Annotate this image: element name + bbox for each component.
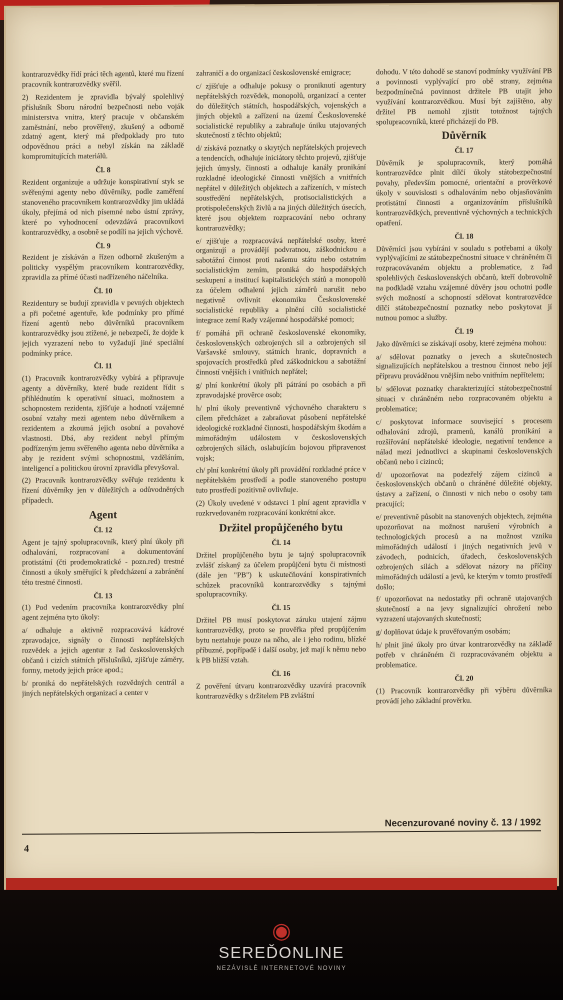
paragraph: Jako důvěrníci se získávají osoby, které zejména mohou: [376,337,547,348]
paragraph: e/ preventivně působit na stanovených objektech, zejména upozorňovat na možnost narušení výrobních a technologických procesů a na možnost vzniku mimořádných událostí i jiných negativních jevů v závodech, podnicích, úřadech, československých ozbrojených silách a sdělovat názory na příčiny mimořádných událostí a jevů, ke kterým v tomto prostředí došlo; [376,511,552,591]
article-number: Čl. 14 [271,537,291,547]
paragraph: (2) Úkoly uvedené v odstavci 1 plní agent zpravidla v rozkrvedovaném rozpracování konkrétní akce. [196,497,366,518]
paragraph: f/ upozorňovat na nedostatky při ochraně utajovaných skutečností a na jevy signalizující ohrožení nebo vyzrazení utajovaných skutečností; [376,593,552,624]
paragraph: h/ plnit jiné úkoly pro útvar kontrarozvědky na základě potřeb v chráněném či rozpracovávaném objektu a problematice. [376,639,552,670]
paragraph: Z pověření útvaru kontrarozvědky uzavírá pracovník kontrarozvědky s držitelem PB zvláštní [196,680,366,701]
article-number: Čl. 12 [93,525,113,535]
article-number: Čl. 10 [93,286,113,296]
paragraph: Důvěrník je spolupracovník, který pomáhá kontrarozvědce plnit dílčí úkoly státobezpečnostní povahy, především pomocné, orientační a prověrkové úkoly v souvislosti s odhalováním nebo objasňováním protistátní činnosti a organizováním příslušníků kontrarozvědkých, preventivně výchovných a technických opatření. [376,157,552,228]
paragraph: Agent je tajný spolupracovník, který plní úkoly při odhalování, rozpracovaní a dokumentování protistátní (čti prodemokratické - pozn.red) trestné činnosti a úkoly směřující k předcházení a zabránění této trestné činnosti. [22,536,184,587]
paragraph: f/ pomáhá při ochraně československé ekonomiky, československých ozbrojených sil a ozbrojených sil Varšavské smlouvy, státních hranic, dopravních a spojovacích prostředků před záškodnickou a sabotážní činností vnějších i vnitřních nepřátel; [196,327,366,377]
paragraph: Držitel propůjčeného bytu je tajný spolupracovník zvlášť získaný za účelem propůjčení bytu či místnosti (dále jen "PB") k uskutečňování konspirativních schůzek pracovníků kontrarozvědky s tajnými spolupracovníky. [196,549,366,600]
paragraph: (1) Pracovník kontrarozvědky při výběru důvěrníka provádí jeho základní prověrku. [376,684,552,705]
text-column-1 [22,69,184,840]
paragraph: a/ sdělovat poznatky o jevech a skutečnostech signalizujících nepřátelskou a trestnou činnost nebo její přípravu prováděnou vnějším nebo vnitřním nepřítelem; [376,350,552,381]
paragraph: e/ zjišťuje a rozpracovává nepřátelské osoby, které organizují a provádějí podvratnou, záškodnickou a sabotážní činnost proti našemu státu nebo ostatním socialistickým zemím, proniká do hospodářských seskupení a institucí kapitalistických států a monopolů za účelem odhalení jejich záměrů narušit nebo negativně ovlivnit ekonomiku Československé socialistické republiky a plnění cílů socialistické integrace zemí Rady vzájemné hospodářské pomoci; [196,234,366,325]
red-binding [6,878,557,890]
article-number: Čl. 20 [454,673,474,683]
paragraph: (2) Pracovník kontrarozvědky svěřuje rezidentu k řízení důvěrníky jen v důležitých a odůvodněných případech. [22,475,184,506]
paragraph: kontrarozvědky řídí práci těch agentů, které mu řízení pracovník kontrarozvědky svěřil. [22,68,184,89]
section-heading: Agent [88,509,118,522]
paragraph: (1) Pracovník kontrarozvědky vybírá a připravuje agenty a důvěrníky, které bude rezident řídit s přihlédnutím k operativní situaci, možnostem a schopnostem rezidenta, zjišťuje a hodnotí vzájemné osobní vztahy mezi agentem nebo důvěrníkem a rezidentem a zkoumá jejich osobní a povahové vlastnosti. Dbá, aby rezident nebyl přímým podřízeným jemu svěřeného agenta nebo důvěrníka a aby je rezident svými schopnostmi, vzděláním, inteligencí a politickou úrovní zpravidla převyšoval. [22,373,184,473]
paragraph: b/ sdělovat poznatky charakterizující státobezpečnostní situaci v chráněném nebo rozpracovaném objektu a problematice; [376,383,552,414]
paragraph: Důvěrníci jsou vybíráni v souladu s potřebami a úkoly vyplývajícími ze státobezpečnostní situace v chráněném či rozpracovávaném objektu a problematice, z řad spolehlivých československých občanů, kteří dobrovolně na podkladě vztahu vzájemné důvěry jsou ochotni podle svých možností a schopností sdělovat kontrarozvědce dílčí státobezpečnostní poznatky nebo poskytovat jí nutnou pomoc a služby. [376,242,552,323]
article-number: Čl. 8 [95,165,111,175]
paragraph: c/ poskytovat informace související s procesem odhalování zdrojů, pramenů, kanálů pronikání a rozšiřování nepřátelské ideologie, negativní tendence a nálad mezi jednotlivci a skupinami československých občanů nebo i cizinců; [376,416,552,466]
article-number: Čl. 9 [95,240,111,250]
paragraph: zahraničí a do organizací československé emigrace; [196,67,351,78]
article-number: Čl. 18 [454,231,474,241]
paragraph: (1) Pod vedením pracovníka kontrarozvědky plní agent zejména tyto úkoly: [22,602,184,623]
paragraph: a/ odhaluje a aktivně rozpracovává kádrové zpravodajce, signály o činnosti nepřátelských rozvědek a jejich agentur z řad československých občanů i cizích státních příslušníků, zjišťuje záměry, formy, metody jejich práce apod.; [22,624,184,675]
paragraph: Rezident je získáván a řízen odborně zkušeným a politicky vyspělým pracovníkem kontrarozvědky, zpravidla za přímé účasti nadřízeného náčelníka. [22,252,184,283]
newspaper-page [6,4,557,888]
section-heading: Držitel propůjčeného bytu [219,521,343,535]
paragraph: d/ získává poznatky o skrytých nepřátelských projevech a tendencích, odhaluje iniciátory těchto projevů, zjišťuje jejich úmysly, činnosti a odhaluje kanály pronikání rozkladné ideologické činnosti vnějších a vnitřních nepřátel v důležitých objektech a zařízeních, v místech soustředění nepřátelských, protisocialistických a protispolečenských živlů a na jiných důležitých úsecích, které jsou objektem rozpracování nebo ochrany kontrarozvědky; [196,142,366,233]
text-column-2 [196,67,366,838]
article-number: Čl. 19 [454,326,474,336]
page-number: 4 [24,843,29,855]
text-column-3 [376,66,552,837]
paragraph: ch/ plní konkrétní úkoly při provádění rozkladné práce v nepřátelském prostředí a podle stanoveného postupu tuto prostředí pozitivně ovlivňuje. [196,464,366,495]
paragraph: g/ doplňovat údaje k prověřovaným osobám; [376,626,511,637]
paragraph: c/ zjišťuje a odhaluje pokusy o proniknutí agentury nepřátelských rozvědek, monopolů, organizací a center do důležitých státních, hospodářských, vojenských a jiných objektů a zařízení na území Československé socialistické republiky a zabraňuje úniku utajovaných skutečností z těchto objektů; [196,80,366,141]
paragraph: h/ plní úkoly preventivně výchovného charakteru s cílem předcházet a zabraňovat působení nepřátelské ideologické rozkladné činnosti, hospodářským škodám a mimořádným událostem v československých ozbrojených silách, oslabujícím bojovou připravenost vojsk; [196,402,366,463]
paragraph: b/ proniká do nepřátelských rozvědných centrál a jiných nepřátelských organizací a center v [22,677,184,698]
paragraph: dohodu. V této dohodě se stanoví podmínky využívání PB a povinnosti vyplývající pro obě strany, zejména bezpodmínečná povinnost držitele PB utajit jeho využívání kontrarozvědkou. Musí být zajištěno, aby držitel PB nemohl zjistit totožnost tajných spolupracovníků, které přicházejí do PB. [376,66,552,126]
article-number: Čl. 16 [271,668,291,678]
issue-label: Necenzurované noviny č. 13 / 1992 [384,817,541,830]
article-number: Čl. 11 [93,361,113,371]
paragraph: Rezidentury se budují zpravidla v pevných objektech a při početné agentuře, kde podmínky pro přímé řízení agentů nebo důvěrníků pracovníkem kontrarozvědky jsou ztížené, je nebezpečí, že dojde k jejich vyzrazení nebo to vyžadují jiné speciální podmínky práce. [22,297,184,358]
article-number: Čl. 13 [93,590,113,600]
section-heading: Důvěrník [441,130,487,143]
watermark-title: SEREĎONLINE [218,945,345,962]
paragraph: Držitel PB musí poskytovat záruku utajení zájmu kontrarozvědky, proto se prověřka před propůjčením bytu neztahuje pouze na něho, ale i jeho rodinu, blízké příbuzné, popřípadě i další osoby, jež mají k němu nebo k PB bližší vztah. [196,614,366,665]
article-number: Čl. 15 [271,603,291,613]
paragraph: 2) Rezidentem je zpravidla bývalý spolehlivý příslušník Sboru národní bezpečnosti nebo voják ministerstva vnitra, který pracuje v občanském zaměstnání, nebo prověřený, zkušený a odborně zdatný agent, který má předpoklady pro tuto odpovědnou práci a nebyl získán na základě kompromitujících materiálů. [22,91,184,162]
paragraph: g/ plní konkrétní úkoly při pátrání po osobách a při zpravodajské prověrce osob; [196,379,366,400]
logo-icon: ◉ [271,918,292,943]
article-number: Čl. 17 [454,146,474,156]
paragraph: d/ upozorňovat na podezřelý zájem cizinců a československých občanů o chráněné důležité objekty, ústavy a zařízení, o činnosti v nich nebo o osoby tam pracující; [376,468,552,509]
paragraph: Rezident organizuje a udržuje konspirativní styk se svěřenými agenty nebo důvěrníky, podle zaměření stanoveného pracovníkem kontrarozvědky jim ukládá úkoly, přejímá od nich písemné nebo ústní zprávy, které po vyhodnocení odevzdává pracovníkovi kontrarozvědky, a osobně se podílí na jejich výchově. [22,176,184,237]
watermark-subtitle: NEZÁVISLÉ INTERNETOVÉ NOVINY [216,966,347,972]
